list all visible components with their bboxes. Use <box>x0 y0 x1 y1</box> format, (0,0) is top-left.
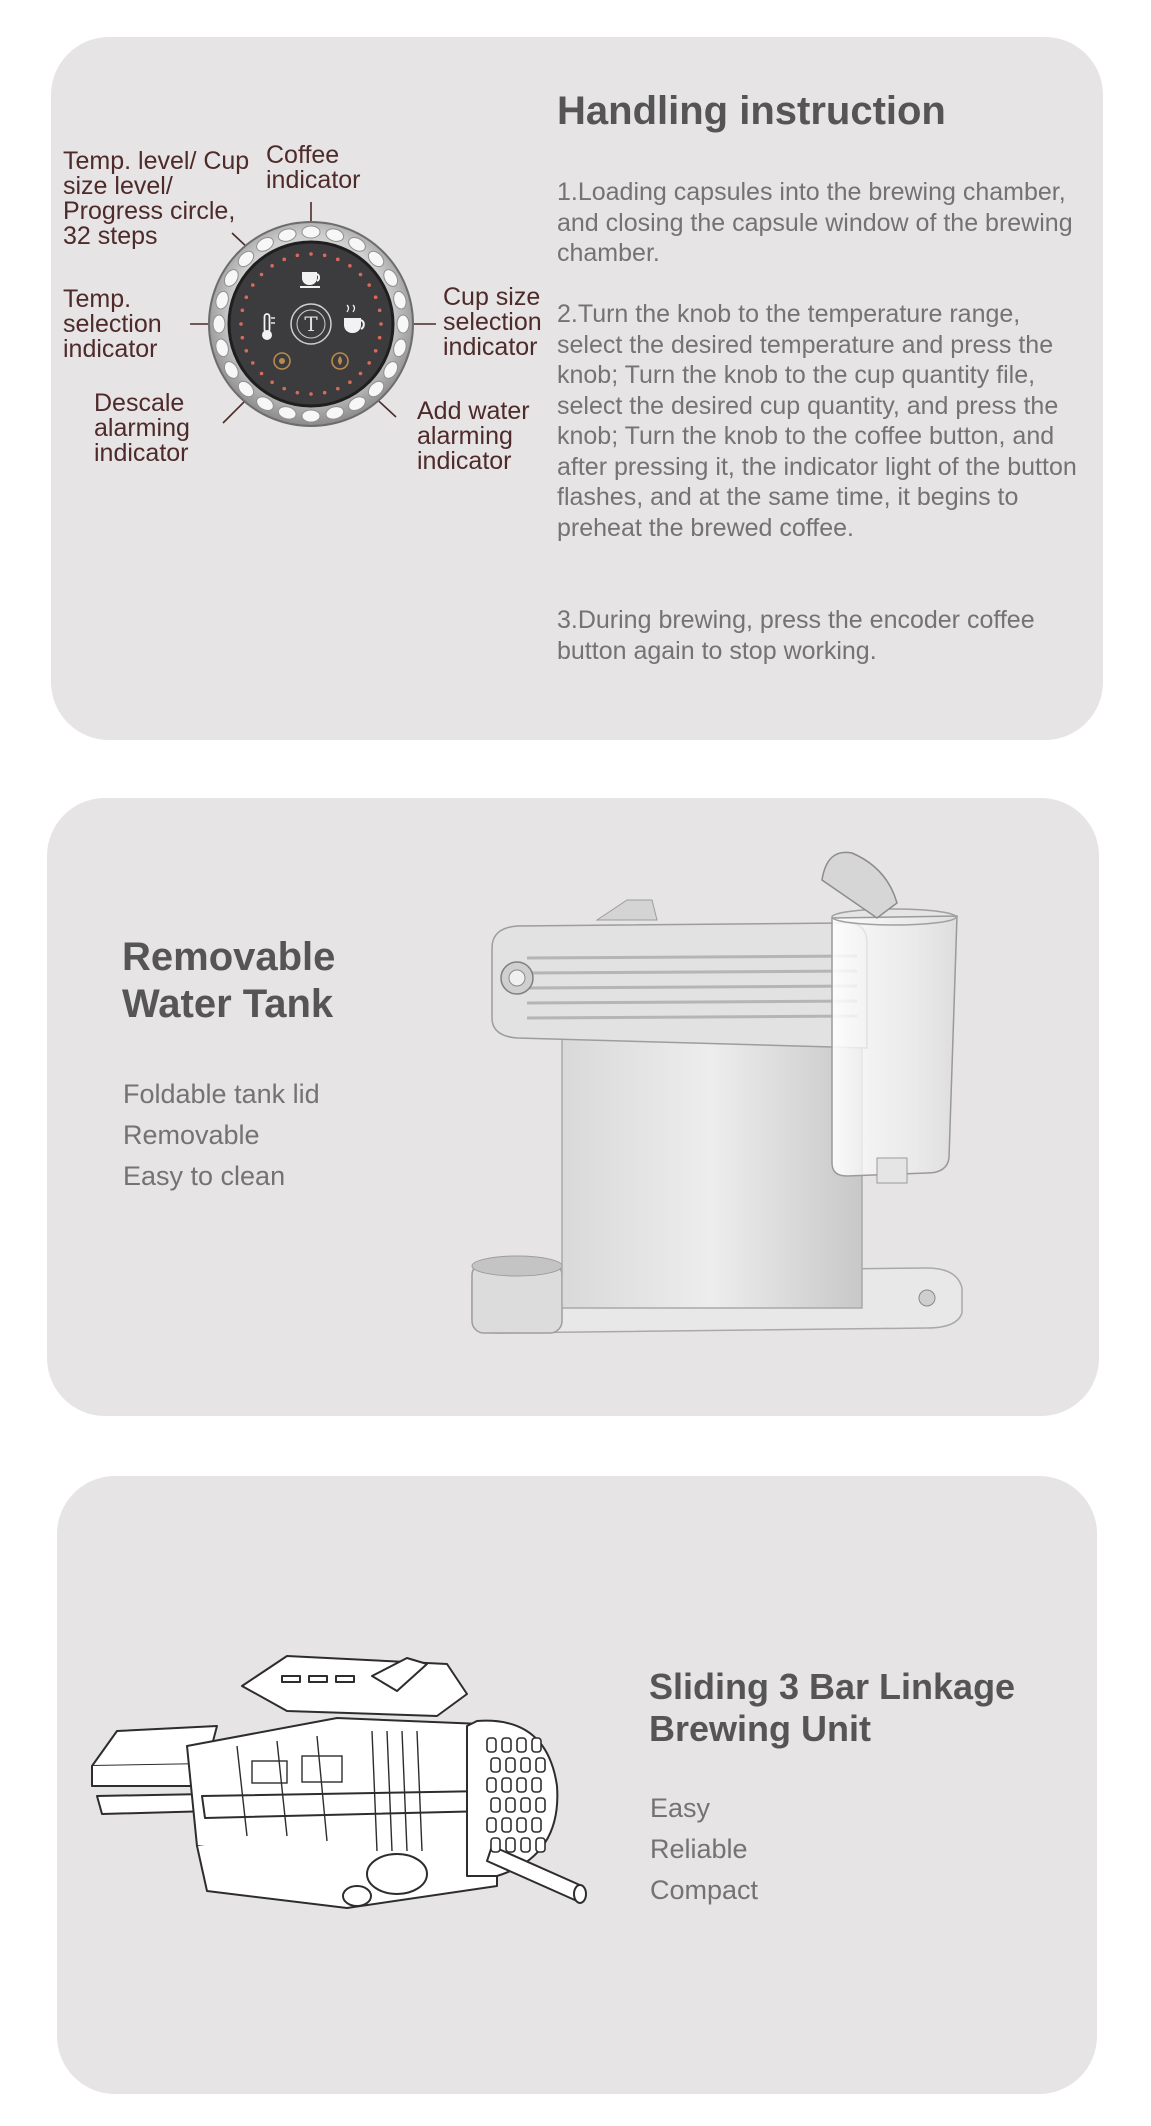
progress-dot <box>323 254 327 258</box>
progress-dot <box>336 387 340 391</box>
progress-dot <box>378 336 382 340</box>
vent-slot <box>532 1818 541 1832</box>
knob-ridge <box>302 410 320 422</box>
progress-dot <box>260 372 264 376</box>
water-tank-title <box>122 934 335 1028</box>
handling-step-1: 1.Loading capsules into the brewing chamber, and closing the capsule window of the brewing chamber. <box>557 178 1073 267</box>
progress-dot <box>379 322 383 326</box>
handling-step-3: 3.During brewing, press the encoder coffee button again to stop working. <box>557 606 1035 665</box>
progress-dot <box>241 309 245 313</box>
progress-dot <box>374 349 378 353</box>
vent-slot <box>502 1818 511 1832</box>
knob-ridge <box>397 315 409 333</box>
progress-dot <box>282 258 286 262</box>
brewing-unit-card <box>57 1476 1097 2094</box>
progress-dot <box>359 273 363 277</box>
progress-dot <box>260 273 264 277</box>
knob-dial <box>201 214 421 434</box>
progress-dot <box>239 322 243 326</box>
vent-slot <box>502 1778 511 1792</box>
vent-slot <box>536 1798 545 1812</box>
vent-slot <box>521 1758 530 1772</box>
label-descale-alarm: Descale alarming indicator <box>94 389 190 467</box>
brewing-unit-title-line2: Brewing Unit <box>649 1708 871 1749</box>
vent-slot <box>536 1838 545 1852</box>
knob-ridge <box>302 226 320 238</box>
progress-dot <box>296 391 300 395</box>
vent-slot <box>506 1838 515 1852</box>
progress-dot <box>245 349 249 353</box>
feature-item: Reliable <box>650 1834 748 1864</box>
vent-slot <box>521 1838 530 1852</box>
vent-slot <box>532 1778 541 1792</box>
progress-dot <box>348 264 352 268</box>
feature-item: Foldable tank lid <box>123 1079 320 1109</box>
svg-text:T: T <box>304 312 318 336</box>
vent-slot <box>491 1758 500 1772</box>
progress-dot <box>296 254 300 258</box>
brewing-unit-title-line1: Sliding 3 Bar Linkage <box>649 1666 1016 1707</box>
label-cup-size-selection: Cup size selection indicator <box>443 283 542 361</box>
progress-dot <box>245 295 249 299</box>
progress-dot <box>367 283 371 287</box>
progress-dot <box>309 392 313 396</box>
vent-slot <box>487 1778 496 1792</box>
label-temp-cup-progress: Temp. level/ Cup size level/ Progress circle, 32 steps <box>63 147 250 250</box>
progress-dot <box>374 295 378 299</box>
brewing-unit-title <box>649 1666 1015 1750</box>
label-temp-selection: Temp. selection indicator <box>63 285 162 363</box>
brewing-unit-illustration <box>87 1646 627 2026</box>
progress-dot <box>241 336 245 340</box>
feature-item: Removable <box>123 1120 260 1150</box>
water-tank-features <box>123 1074 320 1197</box>
progress-dot <box>251 283 255 287</box>
label-coffee-indicator: Coffee indicator <box>266 141 361 194</box>
handling-step-2: 2.Turn the knob to the temperature range, select the desired temperature and press the knob; Turn the knob to the cup quantity file, select the desired cup quantity, and press the knob; Turn the knob to the coffee button, and after pressing it, the indicator light of the button flashes, and at the same time, it begins to preheat the brewed coffee. <box>557 300 1077 542</box>
feature-item: Compact <box>650 1875 759 1905</box>
water-tank-title-line2: Water Tank <box>122 982 334 1026</box>
vent-slot <box>491 1838 500 1852</box>
progress-dot <box>270 264 274 268</box>
progress-dot <box>348 380 352 384</box>
handling-instruction-card <box>51 37 1103 740</box>
vent-slot <box>506 1798 515 1812</box>
coffee-machine-illustration <box>457 828 997 1348</box>
vent-slot <box>487 1738 496 1752</box>
knob-ridge <box>213 315 225 333</box>
brewing-unit-features <box>650 1788 758 1911</box>
label-add-water-alarm: Add water alarming indicator <box>417 397 530 475</box>
progress-dot <box>367 361 371 365</box>
water-tank-card <box>47 798 1099 1416</box>
progress-dot <box>251 361 255 365</box>
brand-logo-icon <box>291 304 331 344</box>
vent-slot <box>517 1818 526 1832</box>
vent-slot <box>506 1758 515 1772</box>
vent-slot <box>517 1778 526 1792</box>
vent-slot <box>521 1798 530 1812</box>
progress-dot <box>282 387 286 391</box>
progress-dot <box>270 380 274 384</box>
progress-dot <box>323 391 327 395</box>
vent-slot <box>532 1738 541 1752</box>
water-tank-title-line1: Removable <box>122 935 336 979</box>
progress-dot <box>309 252 313 256</box>
progress-dot <box>378 309 382 313</box>
vent-slot <box>502 1738 511 1752</box>
feature-item: Easy to clean <box>123 1161 286 1191</box>
progress-dot <box>359 372 363 376</box>
handling-title: Handling instruction <box>557 89 946 133</box>
vent-slot <box>487 1818 496 1832</box>
feature-item: Easy <box>650 1793 711 1823</box>
progress-dot <box>336 258 340 262</box>
vent-slot <box>491 1798 500 1812</box>
vent-slot <box>517 1738 526 1752</box>
vent-slot <box>536 1758 545 1772</box>
